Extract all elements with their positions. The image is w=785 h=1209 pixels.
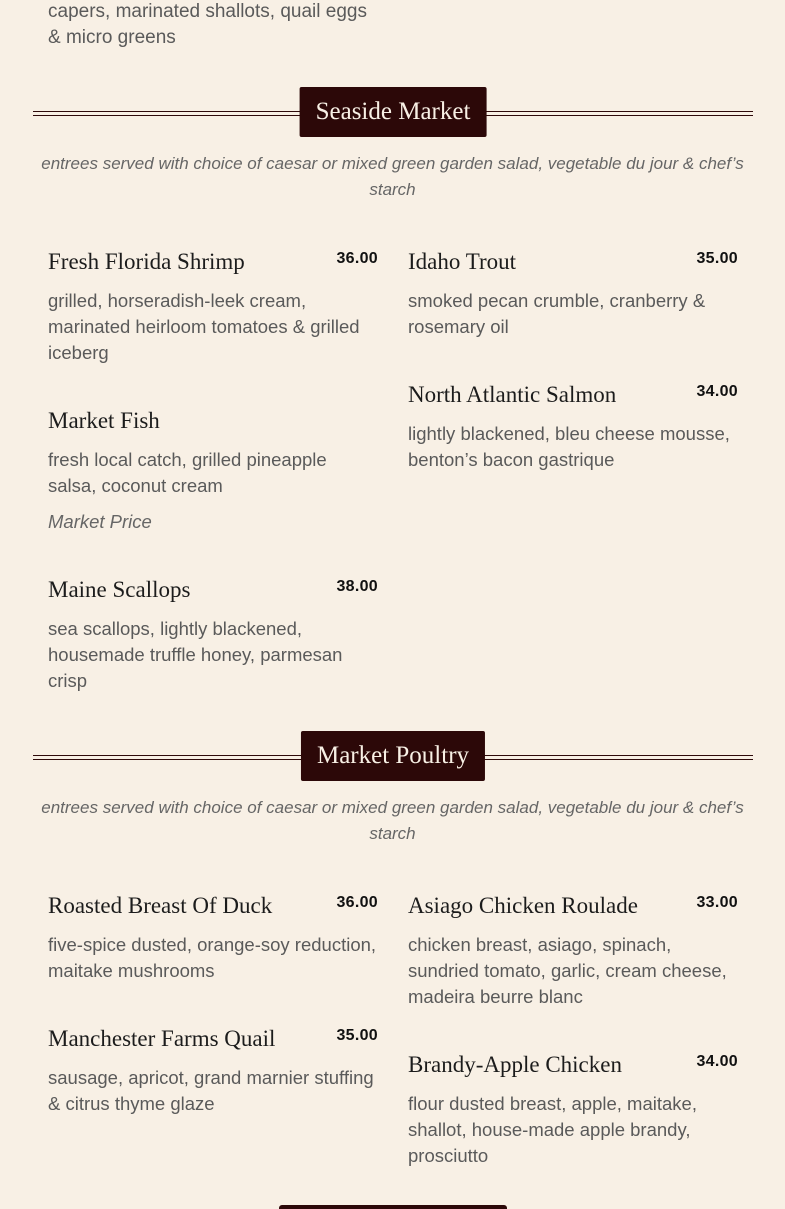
item-description: grilled, horseradish-leek cream, marinated heirloom tomatoes & grilled iceberg — [48, 290, 360, 363]
item-price: 33.00 — [696, 894, 738, 911]
item-price: 35.00 — [336, 1027, 378, 1044]
item-price: 38.00 — [336, 578, 378, 595]
item-name: Market Fish — [48, 408, 160, 433]
item-description: capers, marinated shallots, quail eggs & micro greens — [48, 1, 367, 48]
menu-item — [48, 248, 378, 366]
menu-item — [48, 1025, 378, 1117]
item-description: smoked pecan crumble, cranberry & rosemary oil — [408, 290, 706, 337]
menu-item — [48, 407, 378, 535]
item-name: Asiago Chicken Roulade — [408, 893, 638, 918]
menu-item — [48, 892, 378, 984]
menu-item — [408, 1051, 738, 1169]
item-name: North Atlantic Salmon — [408, 382, 617, 407]
item-name: Roasted Breast Of Duck — [48, 893, 273, 918]
item-description: sea scallops, lightly blackened, housemade truffle honey, parmesan crisp — [48, 618, 343, 691]
section-title: Market Poultry — [301, 731, 485, 781]
item-name: Idaho Trout — [408, 249, 516, 274]
item-description: sausage, apricot, grand marnier stuffing & citrus thyme glaze — [48, 1067, 374, 1114]
section-note: entrees served with choice of caesar or mixed green garden salad, vegetable du jour & chef’s starch — [41, 154, 744, 199]
menu-item — [408, 248, 738, 340]
item-name: Manchester Farms Quail — [48, 1026, 276, 1051]
item-price: 34.00 — [696, 1053, 738, 1070]
item-description: lightly blackened, bleu cheese mousse, benton’s bacon gastrique — [408, 423, 730, 470]
item-description: flour dusted breast, apple, maitake, shallot, house-made apple brandy, prosciutto — [408, 1093, 697, 1166]
menu-item — [48, 576, 378, 694]
item-name: Maine Scallops — [48, 577, 191, 602]
menu-item — [408, 381, 738, 473]
item-description: chicken breast, asiago, spinach, sundried tomato, garlic, cream cheese, madeira beurre blanc — [408, 934, 727, 1007]
item-price: 36.00 — [336, 894, 378, 911]
item-name: Brandy-Apple Chicken — [408, 1052, 622, 1077]
item-description: fresh local catch, grilled pineapple salsa, coconut cream — [48, 449, 327, 496]
section-header-seaside-market — [33, 87, 753, 137]
item-price: 35.00 — [696, 250, 738, 267]
item-name: Fresh Florida Shrimp — [48, 249, 245, 274]
menu-item — [408, 892, 738, 1010]
item-description: five-spice dusted, orange-soy reduction, maitake mushrooms — [48, 934, 377, 981]
item-price: 36.00 — [336, 250, 378, 267]
market-price-note: Market Price — [48, 511, 152, 532]
section-title: Seaside Market — [300, 87, 487, 137]
next-section-header — [279, 1205, 507, 1209]
section-note: entrees served with choice of caesar or mixed green garden salad, vegetable du jour & chef’s starch — [41, 798, 744, 843]
section-header-market-poultry — [33, 731, 753, 781]
item-price: 34.00 — [696, 383, 738, 400]
